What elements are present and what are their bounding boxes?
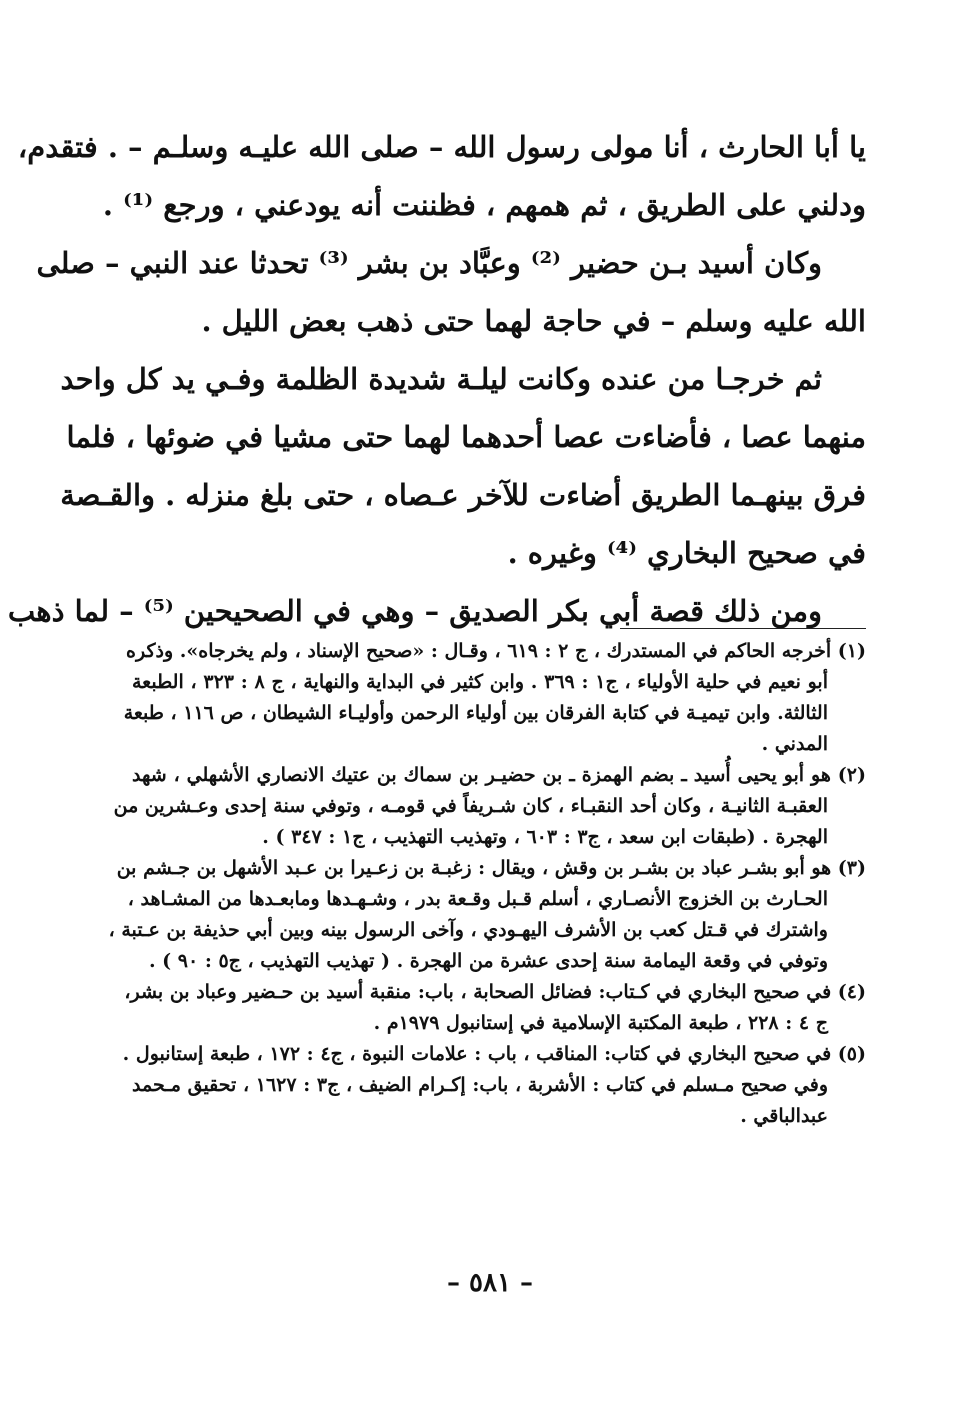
main-text-line: منهما عصا ، فأضاءت عصا أحدهما لهما حتى مشيا في ضوئها ، فلما xyxy=(66,420,866,454)
footnote-5 xyxy=(122,1039,866,1132)
footnote-1 xyxy=(123,636,866,760)
main-text-line: الله عليه وسلم – في حاجة لهما حتى ذهب بعض الليل . xyxy=(201,304,866,338)
main-text-line: في صحيح البخاري ⁽⁴⁾ وغيره . xyxy=(507,536,866,570)
footnote-line: (٢) هو أبو يحيى أُسيد ـ بضم الهمزة ـ بن حضيـر بن سماك بن عتيك الانصاري الأشهلي ، شهد xyxy=(132,764,866,786)
main-text-line: ثم خرجـا من عنده وكانت ليلـة شديدة الظلمة وفـي يد كل واحد xyxy=(60,362,822,396)
footnote-line: أبو نعيم في حلية الأولياء ، ج١ : ٣٦٩ . وابن كثير في البداية والنهاية ، ج ٨ : ٣٢٣ ، الطبعة xyxy=(132,671,828,693)
footnotes xyxy=(108,636,866,1132)
main-text xyxy=(7,118,866,640)
footnote-divider xyxy=(620,628,866,629)
footnote-line: المدني . xyxy=(761,733,828,755)
main-text-line: ودلني على الطريق ، ثم همهم ، فظننت أنه يودعني ، ورجع ⁽¹⁾ . xyxy=(102,188,866,222)
footnote-3 xyxy=(108,853,866,977)
footnote-line: الثالثة. وابن تيميـة في كتابة الفرقان بين أولياء الرحمن وأوليـاء الشيطان ، ص ١١٦ ، طبعة xyxy=(123,702,828,724)
main-text-line: وكان أسيد بـن حضير ⁽²⁾ وعبَّاد بن بشر ⁽³⁾ تحدثا عند النبي – صلى xyxy=(36,246,822,280)
footnote-line: (٣) هو أبو بشـر عباد بن بشـر بن وقش ، ويقال : زغبـة بن زعـيرا بن عـبد الأشهل بن جـشم بن xyxy=(116,857,866,879)
footnote-line: (٤) في صحيح البخاري في كـتاب: فضائل الصحابة ، باب: منقبة أسيد بن حـضير وعباد بن بشر، xyxy=(124,981,866,1003)
page-number: – ٥٨١ – xyxy=(446,1268,534,1298)
footnote-line: واشترك في قـتل كعب بن الأشرف اليهـودي ، وآخى الرسول بينه وبين أبي حذيفة بن عـتبة ، xyxy=(108,919,828,941)
main-text-line: فرق بينهـما الطريق أضاءت للآخر عـصاه ، حتى بلغ منزله . والقـصة xyxy=(60,478,866,512)
footnote-2 xyxy=(113,760,866,853)
footnote-line: ج ٤ : ٢٢٨ ، طبعة المكتبة الإسلامية في إستانبول ١٩٧٩م . xyxy=(373,1012,828,1034)
footnote-line: عبدالباقي . xyxy=(740,1105,828,1127)
footnote-line: الحـارث بن الخزوج الأنصـاري ، أسلم قـبل وقـعة بدر ، وشـهـدها ومابعـدها من المشـاهد ، xyxy=(127,888,828,910)
footnote-line: وفي صحيح مـسلم في كتاب : الأشربة ، باب: إكـرام الضيف ، ج٣ : ١٦٢٧ ، تحقيق مـحمد xyxy=(132,1074,828,1096)
footnote-line: (٥) في صحيح البخاري في كتاب: المناقب ، باب : علامات النبوة ، ج٤ : ١٧٢ ، طبعة إستانبول . xyxy=(122,1043,866,1065)
main-text-line: ومن ذلك قصة أبي بكر الصديق – وهي في الصحيحين ⁽⁵⁾ – لما ذهب xyxy=(7,594,822,628)
footnote-line: (١) أخرجه الحاكم في المستدرك ، ج ٢ : ٦١٩ ، وقـال : «صحيح الإسناد ، ولم يخرجاه». وذكره xyxy=(126,640,866,662)
main-text-line: يا أبا الحارث ، أنا مولى رسول الله – صلى الله عليـه وسلـم – . فتقدم، xyxy=(17,130,866,164)
footnote-line: العقبـة الثانيـة ، وكان أحد النقبـاء ، كان شـريفاً في قومـه ، وتوفي سنة إحدى وعـشرين من xyxy=(113,795,828,817)
footnote-4 xyxy=(124,977,866,1039)
footnote-line: وتوفي في وقعة اليمامة سنة إحدى عشرة من الهجرة . ( تهذيب التهذيب ، ج٥ : ٩٠ ) . xyxy=(148,950,828,972)
footnote-line: الهجرة . (طبقات ابن سعد ، ج٣ : ٦٠٣ ، وتهذيب التهذيب ، ج١ : ٣٤٧ ) . xyxy=(262,826,828,848)
